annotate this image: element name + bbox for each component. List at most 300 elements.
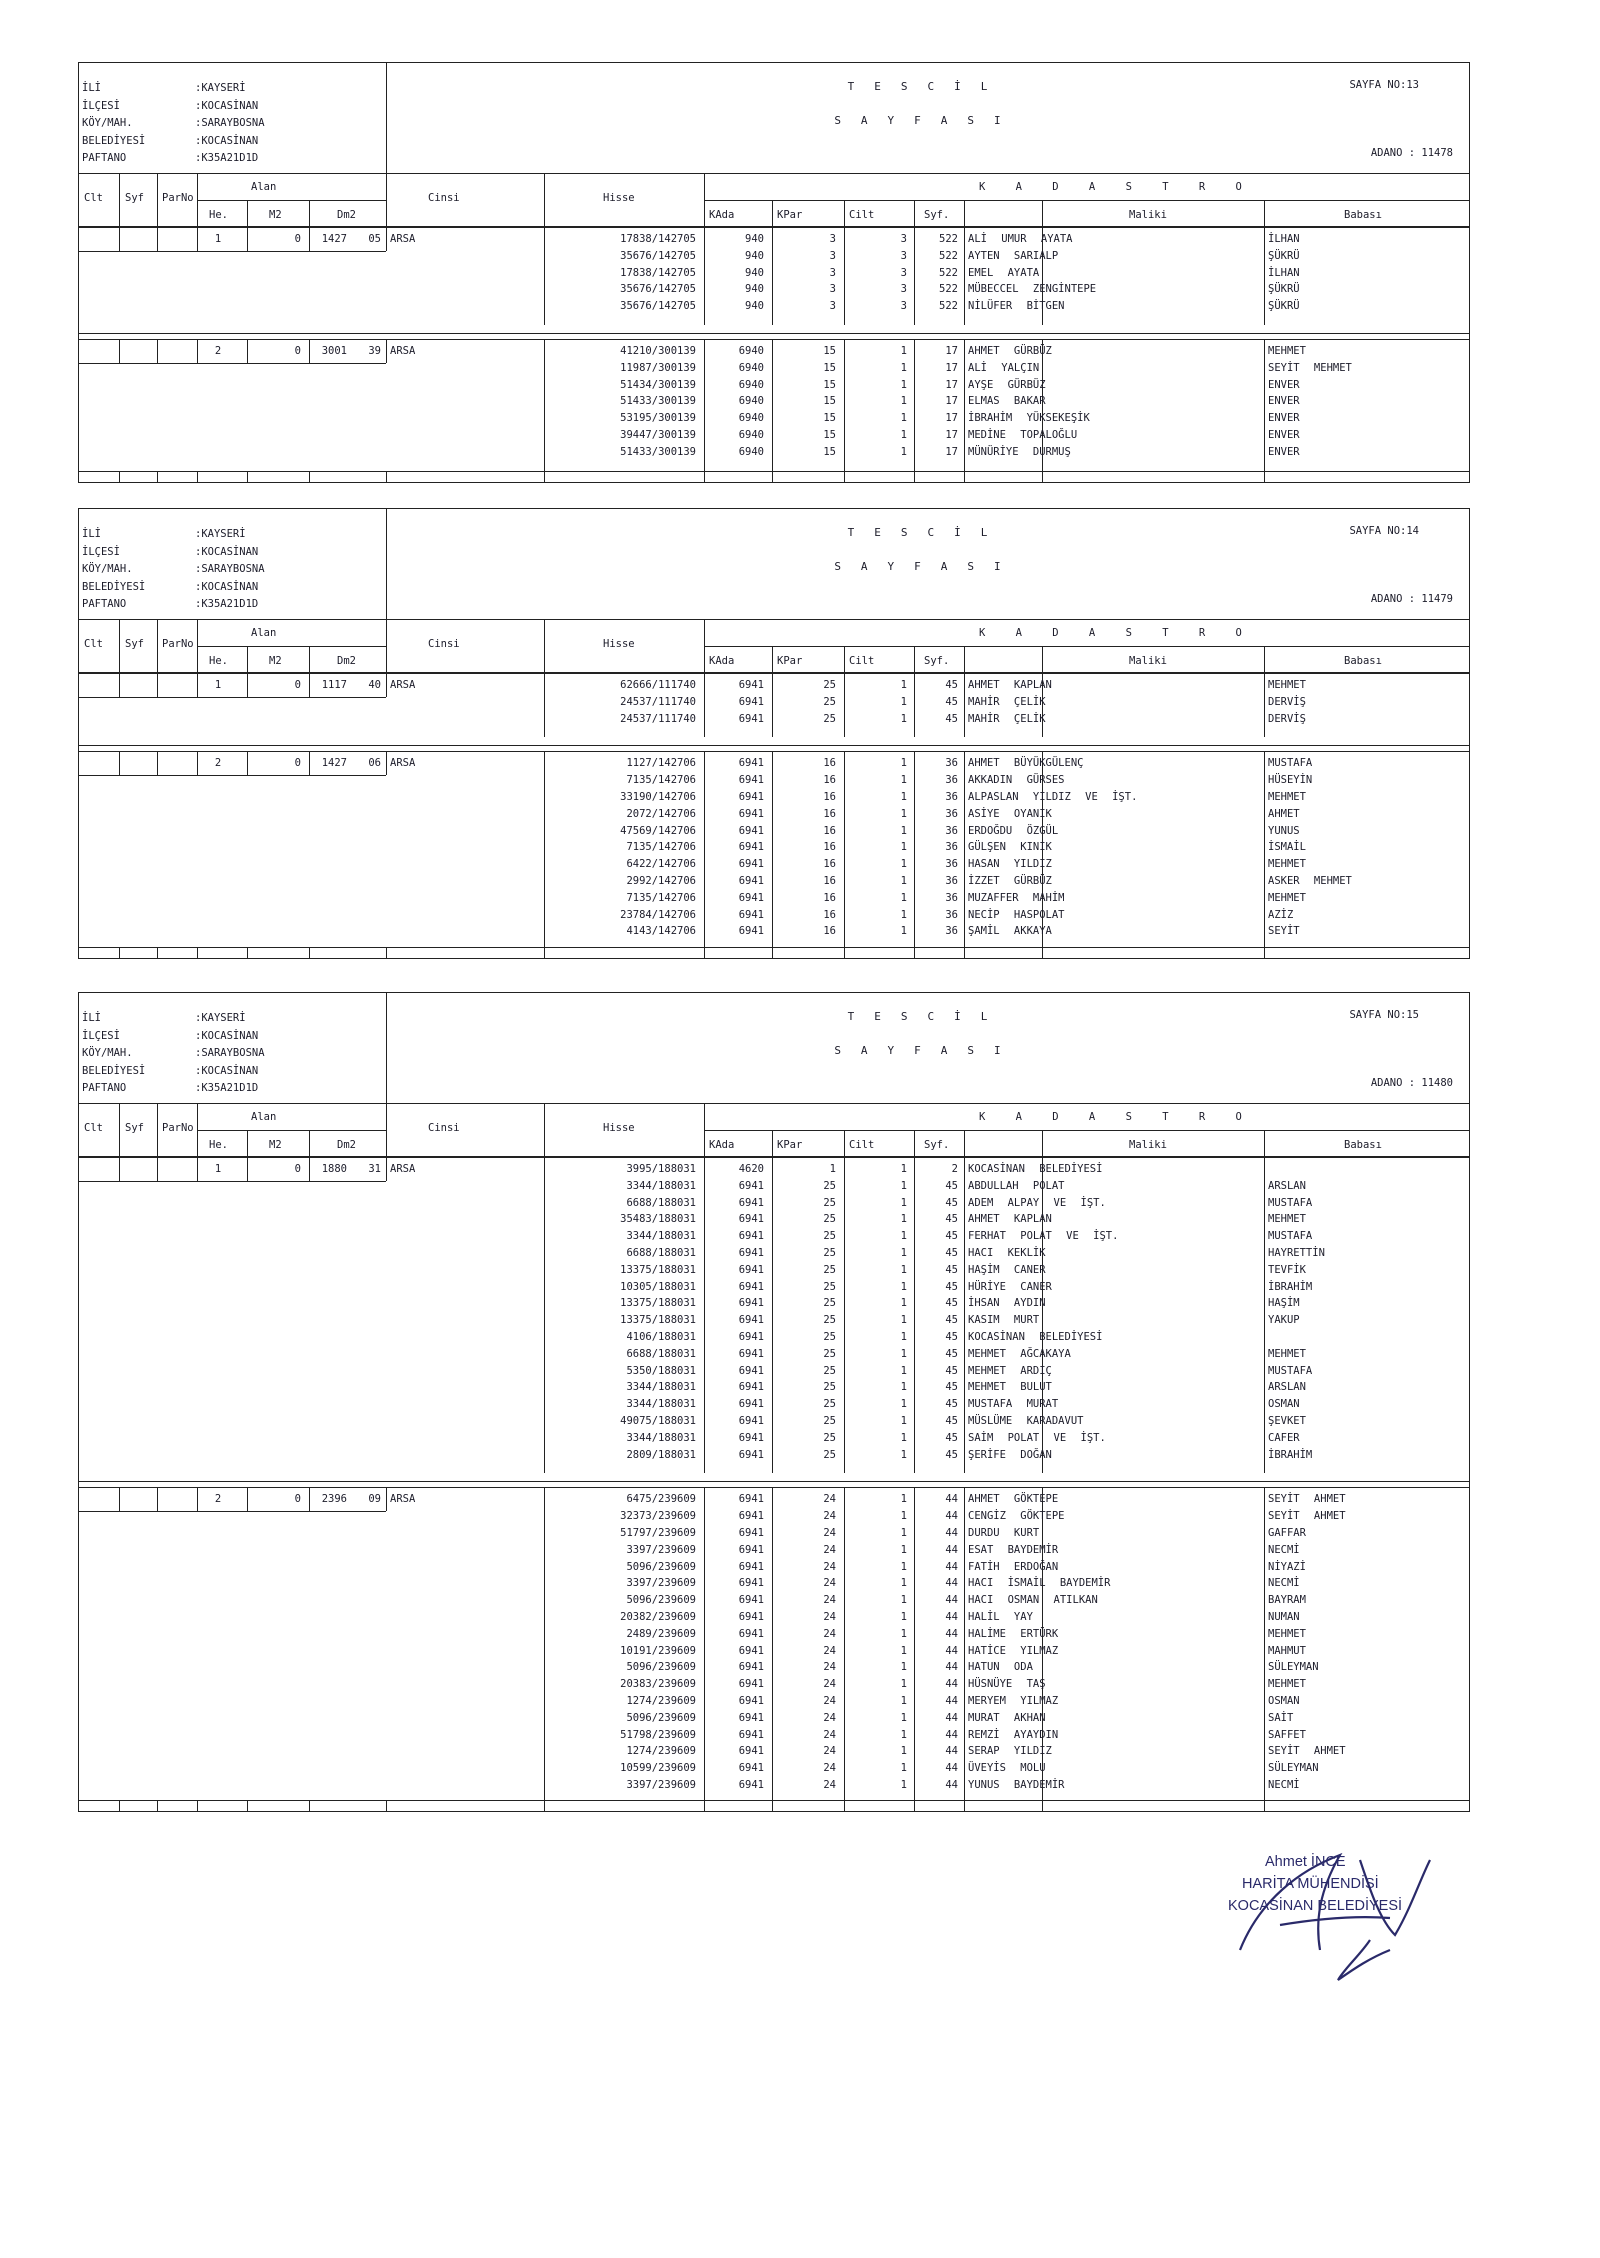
hisse-cell: 51433/300139 [620,395,696,408]
cilt-cell: 1 [900,1381,907,1394]
kada-cell: 6941 [738,1694,764,1707]
maliki-cell: CENGİZ GÖKTEPE [968,1510,1065,1523]
maliki-cell: ŞAMİL AKKAYA [968,925,1052,938]
kpar-cell: 16 [823,925,836,938]
hisse-cell: 23784/142706 [620,908,696,921]
maliki-cell: KOCASİNAN BELEDİYESİ [968,1163,1103,1175]
hisse-cell: 13375/188031 [620,1263,696,1276]
hisse-cell: 3344/188031 [626,1230,696,1243]
col-kpar: KPar [777,655,803,667]
kpar-cell: 15 [823,378,836,391]
kada-cell: 6941 [738,1661,764,1674]
syf-cell: 45 [945,1331,958,1343]
syf-cell: 44 [945,1711,958,1724]
parcel-m2: 1117 [321,679,347,691]
hisse-cell: 6688/188031 [626,1247,696,1259]
hisse-cell: 4106/188031 [626,1331,696,1343]
maliki-cell: MEHMET AĞCAKAYA [968,1347,1071,1360]
babasi-cell: MEHMET [1268,1213,1306,1226]
cilt-cell: 1 [900,412,907,425]
babasi-cell: NİYAZİ [1268,1560,1306,1573]
registry-page [78,992,1470,1812]
kada-cell: 6941 [738,1745,764,1758]
col-cinsi: Cinsi [428,638,460,650]
parcel-cinsi: ARSA [390,679,416,691]
syf-cell: 44 [945,1728,958,1741]
cilt-cell: 1 [900,774,907,787]
syf-cell: 44 [945,1762,958,1775]
hisse-cell: 51797/239609 [620,1526,696,1539]
kpar-cell: 16 [823,774,836,787]
babasi-cell: SAİT [1268,1711,1294,1724]
syf-cell: 17 [945,395,958,408]
maliki-cell: ALİ YALÇIN [968,361,1040,374]
maliki-cell: İBRAHİM YÜKSEKEŞİK [968,412,1090,425]
cilt-cell: 1 [900,807,907,820]
maliki-cell: MÜSLÜME KARADAVUT [968,1415,1084,1427]
kada-cell: 6941 [738,925,764,938]
syf-cell: 45 [945,1179,958,1192]
col-kadastro: K A D A S T R O [979,1111,1254,1123]
kpar-cell: 15 [823,395,836,408]
cilt-cell: 1 [900,1398,907,1411]
hisse-cell: 3397/239609 [626,1778,696,1791]
parcel-table [79,673,1469,959]
hisse-cell: 5096/239609 [626,1661,696,1674]
maliki-cell: ELMAS BAKAR [968,395,1046,408]
cilt-cell: 1 [900,712,907,725]
col-syf: Syf [125,192,144,204]
tescil-title: TESCİL [847,526,1008,539]
syf-cell: 36 [945,874,958,887]
col-babasi: Babası [1344,655,1382,667]
cilt-cell: 1 [900,345,907,357]
syf-cell: 45 [945,1280,958,1293]
cilt-cell: 1 [900,1163,907,1175]
babasi-cell: SAFFET [1268,1728,1306,1741]
hisse-cell: 47569/142706 [620,824,696,837]
cilt-cell: 1 [900,1762,907,1775]
col-kadastro: K A D A S T R O [979,627,1254,639]
syf-cell: 36 [945,841,958,854]
kpar-cell: 25 [823,1331,836,1343]
hisse-cell: 7135/142706 [626,774,696,787]
col-cinsi: Cinsi [428,1122,460,1134]
syf-cell: 45 [945,1381,958,1394]
babasi-cell: MEHMET [1268,1347,1306,1360]
info-row [82,1064,258,1080]
col-parno: ParNo [162,192,194,204]
info-row [82,580,258,596]
hisse-cell: 5096/239609 [626,1560,696,1573]
syf-cell: 44 [945,1627,958,1640]
kada-cell: 6941 [738,891,764,904]
maliki-cell: AHMET GÜRBÜZ [968,345,1052,357]
hisse-cell: 13375/188031 [620,1297,696,1310]
hisse-cell: 3344/188031 [626,1179,696,1192]
maliki-cell: MAHİR ÇELİK [968,712,1046,725]
kpar-cell: 24 [823,1728,836,1741]
parcel-m2: 1427 [321,233,347,245]
hisse-cell: 7135/142706 [626,841,696,854]
kpar-cell: 24 [823,1493,836,1506]
parcel-dm2: 39 [368,345,381,357]
maliki-cell: MUSTAFA MURAT [968,1398,1059,1411]
col-dm2: Dm2 [337,209,356,221]
col-syf2: Syf. [924,209,950,221]
hisse-cell: 7135/142706 [626,891,696,904]
maliki-cell: AYTEN SARIALP [968,249,1059,262]
babasi-cell: YUNUS [1268,824,1300,837]
babasi-cell: İBRAHİM [1268,1280,1313,1293]
cilt-cell: 3 [900,233,907,245]
babasi-cell: MEHMET [1268,345,1306,357]
syf-cell: 44 [945,1678,958,1691]
babasi-cell: ENVER [1268,429,1300,441]
babasi-cell: CAFER [1268,1431,1300,1444]
col-cinsi: Cinsi [428,192,460,204]
kpar-cell: 25 [823,1230,836,1243]
hisse-cell: 17838/142705 [620,266,696,279]
parcel-block [79,751,1469,950]
kpar-cell: 16 [823,841,836,854]
babasi-cell: ENVER [1268,412,1300,425]
maliki-cell: HACI İSMAİL BAYDEMİR [968,1577,1111,1590]
kada-cell: 6941 [738,757,764,770]
signature-name: Ahmet İNCE [1265,1854,1346,1870]
hisse-cell: 20382/239609 [620,1610,696,1623]
hisse-cell: 1127/142706 [626,757,696,770]
parcel-block [79,673,1469,737]
parcel-dm2: 06 [368,757,381,770]
parcel-dm2: 31 [368,1163,381,1175]
hisse-cell: 13375/188031 [620,1314,696,1327]
ada-number: ADANO : 11479 [1370,593,1453,605]
col-m2: M2 [269,1139,282,1151]
kpar-cell: 15 [823,445,836,458]
cilt-cell: 1 [900,1364,907,1377]
page-number: SAYFA NO:15 [1349,1009,1419,1021]
maliki-cell: AHMET BÜYÜKGÜLENÇ [968,757,1084,770]
parcel-he: 0 [294,233,301,245]
hisse-cell: 51434/300139 [620,378,696,391]
sayfasi-title: SAYFASI [834,560,1021,573]
maliki-cell: SERAP YILDIZ [968,1745,1052,1758]
babasi-cell: HAŞİM [1268,1297,1300,1310]
kada-cell: 6941 [738,1610,764,1623]
kada-cell: 6941 [738,1347,764,1360]
hisse-cell: 33190/142706 [620,790,696,803]
col-cilt: Clt [84,638,103,650]
syf-cell: 522 [939,266,958,279]
kpar-cell: 25 [823,1364,836,1377]
syf-cell: 36 [945,774,958,787]
kpar-cell: 24 [823,1661,836,1674]
cilt-cell: 1 [900,1493,907,1506]
column-header [79,620,1469,673]
babasi-cell: GAFFAR [1268,1526,1306,1539]
babasi-cell: DERVİŞ [1268,712,1306,725]
cilt-cell: 1 [900,1678,907,1691]
col-alan: Alan [251,627,277,639]
col-alan: Alan [251,1111,277,1123]
info-row [82,1029,258,1045]
kada-cell: 6941 [738,1678,764,1691]
maliki-cell: ŞERİFE DOĞAN [968,1448,1052,1461]
maliki-cell: MEHMET BULUT [968,1381,1052,1394]
maliki-cell: NİLÜFER BİTGEN [968,300,1065,313]
maliki-cell: HÜSNÜYE TAŞ [968,1678,1046,1691]
col-maliki: Maliki [1129,1139,1167,1151]
parcel-no: 2 [214,345,222,357]
maliki-cell: MEDİNE TOPALOĞLU [968,429,1078,441]
tescil-title: TESCİL [847,80,1008,93]
syf-cell: 45 [945,1398,958,1411]
syf-cell: 45 [945,1196,958,1209]
hisse-cell: 32373/239609 [620,1510,696,1523]
info-row [82,562,265,578]
col-maliki: Maliki [1129,655,1167,667]
kpar-cell: 16 [823,891,836,904]
cilt-cell: 1 [900,1179,907,1192]
kada-cell: 6941 [738,1415,764,1427]
babasi-cell: İSMAİL [1268,841,1306,854]
babasi-cell: MEHMET [1268,1678,1306,1691]
maliki-cell: HALİL YAY [968,1610,1033,1623]
syf-cell: 45 [945,1297,958,1310]
info-label: İLİ [82,82,101,94]
kpar-cell: 3 [829,266,836,279]
babasi-cell: İLHAN [1268,266,1300,279]
hisse-cell: 10599/239609 [620,1762,696,1775]
info-value: :SARAYBOSNA [195,563,265,575]
kada-cell: 940 [745,300,764,313]
parcel-no: 1 [214,233,222,245]
registry-page [78,508,1470,959]
cilt-cell: 1 [900,1543,907,1556]
info-label: İLÇESİ [82,99,120,112]
parcel-no: 1 [214,1163,222,1175]
kada-cell: 6940 [738,412,764,425]
col-he: He. [209,209,228,221]
info-label: KÖY/MAH. [82,117,133,129]
col-kadastro: K A D A S T R O [979,181,1254,193]
maliki-cell: HATUN ODA [968,1661,1033,1674]
kada-cell: 6941 [738,774,764,787]
info-value: :KAYSERİ [195,1012,246,1024]
babasi-cell: ŞÜKRÜ [1268,249,1300,262]
col-hisse: Hisse [603,1122,635,1134]
babasi-cell: NECMİ [1268,1778,1300,1791]
info-row [82,1011,246,1027]
babasi-cell: NUMAN [1268,1610,1300,1623]
kpar-cell: 25 [823,1347,836,1360]
col-he: He. [209,1139,228,1151]
info-row [82,597,258,613]
info-value: :KOCASİNAN [195,580,259,593]
cilt-cell: 1 [900,1230,907,1243]
syf-cell: 17 [945,345,958,357]
maliki-cell: HAŞİM CANER [968,1263,1046,1276]
column-header [79,174,1469,227]
maliki-cell: SAİM POLAT VE İŞT. [968,1431,1106,1444]
kada-cell: 6941 [738,1364,764,1377]
parcel-dm2: 40 [368,679,381,691]
kada-cell: 6941 [738,1644,764,1657]
syf-cell: 44 [945,1526,958,1539]
syf-cell: 45 [945,1364,958,1377]
parcel-he: 0 [294,345,301,357]
syf-cell: 36 [945,757,958,770]
cilt-cell: 1 [900,395,907,408]
parcel-cinsi: ARSA [390,233,416,245]
kada-cell: 940 [745,249,764,262]
parcel-table [79,227,1469,483]
kpar-cell: 24 [823,1745,836,1758]
location-info [79,509,387,619]
syf-cell: 44 [945,1745,958,1758]
babasi-cell: ENVER [1268,395,1300,408]
kada-cell: 6941 [738,1196,764,1209]
hisse-cell: 6422/142706 [626,858,696,871]
kpar-cell: 24 [823,1577,836,1590]
info-row [82,81,246,97]
kada-cell: 6941 [738,908,764,921]
kada-cell: 6941 [738,1230,764,1243]
maliki-cell: AYŞE GÜRBÜZ [968,378,1046,391]
info-value: :SARAYBOSNA [195,1047,265,1059]
syf-cell: 44 [945,1778,958,1791]
location-info [79,63,387,173]
kada-cell: 940 [745,283,764,296]
kada-cell: 6941 [738,1526,764,1539]
babasi-cell: SÜLEYMAN [1268,1661,1319,1674]
hisse-cell: 35676/142705 [620,300,696,313]
syf-cell: 36 [945,908,958,921]
info-label: İLÇESİ [82,1029,120,1042]
hisse-cell: 11987/300139 [620,361,696,374]
info-label: PAFTANO [82,598,127,610]
col-m2: M2 [269,655,282,667]
babasi-cell: AZİZ [1268,908,1294,921]
syf-cell: 36 [945,790,958,803]
kpar-cell: 16 [823,807,836,820]
cilt-cell: 1 [900,1510,907,1523]
kada-cell: 6941 [738,874,764,887]
syf-cell: 44 [945,1510,958,1523]
syf-cell: 522 [939,283,958,296]
info-value: :KAYSERİ [195,528,246,540]
col-parno: ParNo [162,638,194,650]
hisse-cell: 6688/188031 [626,1196,696,1209]
kpar-cell: 15 [823,361,836,374]
cilt-cell: 1 [900,1644,907,1657]
maliki-cell: HACI KEKLİK [968,1247,1046,1259]
hisse-cell: 1274/239609 [626,1745,696,1758]
maliki-cell: MAHİR ÇELİK [968,695,1046,708]
kada-cell: 6941 [738,1331,764,1343]
syf-cell: 44 [945,1594,958,1607]
kada-cell: 6941 [738,1247,764,1259]
babasi-cell: MEHMET [1268,858,1306,871]
babasi-cell: MUSTAFA [1268,1364,1313,1377]
cilt-cell: 1 [900,925,907,938]
kada-cell: 6941 [738,1510,764,1523]
kada-cell: 6940 [738,445,764,458]
syf-cell: 44 [945,1543,958,1556]
babasi-cell: MEHMET [1268,1627,1306,1640]
kpar-cell: 16 [823,790,836,803]
cilt-cell: 1 [900,1577,907,1590]
cilt-cell: 1 [900,1314,907,1327]
kada-cell: 6941 [738,1560,764,1573]
signature-stamp [1220,1840,1435,1985]
kada-cell: 6941 [738,1381,764,1394]
hisse-cell: 41210/300139 [620,345,696,357]
hisse-cell: 1274/239609 [626,1694,696,1707]
cilt-cell: 1 [900,1247,907,1259]
maliki-cell: HÜRİYE CANER [968,1280,1052,1293]
kada-cell: 6941 [738,1263,764,1276]
cilt-cell: 1 [900,1347,907,1360]
babasi-cell: MEHMET [1268,790,1306,803]
syf-cell: 45 [945,1230,958,1243]
syf-cell: 36 [945,891,958,904]
col-syf: Syf [125,1122,144,1134]
info-row [82,116,265,132]
col-babasi: Babası [1344,1139,1382,1151]
cilt-cell: 1 [900,1610,907,1623]
info-row [82,151,258,167]
hisse-cell: 2809/188031 [626,1448,696,1461]
kpar-cell: 3 [829,300,836,313]
kpar-cell: 24 [823,1560,836,1573]
kpar-cell: 25 [823,679,836,691]
hisse-cell: 3995/188031 [626,1163,696,1175]
parcel-cinsi: ARSA [390,1493,416,1506]
kada-cell: 6941 [738,1493,764,1506]
col-cilt2: Cilt [849,209,875,221]
parcel-cinsi: ARSA [390,1163,416,1175]
maliki-cell: MERYEM YILMAZ [968,1694,1059,1707]
parcel-cinsi: ARSA [390,757,416,770]
col-maliki: Maliki [1129,209,1167,221]
kpar-cell: 25 [823,695,836,708]
col-dm2: Dm2 [337,655,356,667]
hisse-cell: 5350/188031 [626,1364,696,1377]
syf-cell: 36 [945,925,958,938]
hisse-cell: 6475/239609 [626,1493,696,1506]
info-value: :KOCASİNAN [195,1029,259,1042]
parcel-dm2: 09 [368,1493,381,1506]
syf-cell: 36 [945,807,958,820]
info-label: KÖY/MAH. [82,1047,133,1059]
babasi-cell: MUSTAFA [1268,1230,1313,1243]
babasi-cell: İBRAHİM [1268,1448,1313,1461]
parcel-he: 0 [294,757,301,770]
sayfasi-title: SAYFASI [834,114,1021,127]
kpar-cell: 24 [823,1678,836,1691]
page-header [79,63,1469,174]
kada-cell: 940 [745,266,764,279]
parcel-m2: 3001 [321,345,347,357]
syf-cell: 44 [945,1661,958,1674]
kada-cell: 6941 [738,1627,764,1640]
maliki-cell: FERHAT POLAT VE İŞT. [968,1230,1119,1243]
cilt-cell: 1 [900,1594,907,1607]
info-value: :KOCASİNAN [195,1064,259,1077]
info-label: BELEDİYESİ [82,580,146,593]
